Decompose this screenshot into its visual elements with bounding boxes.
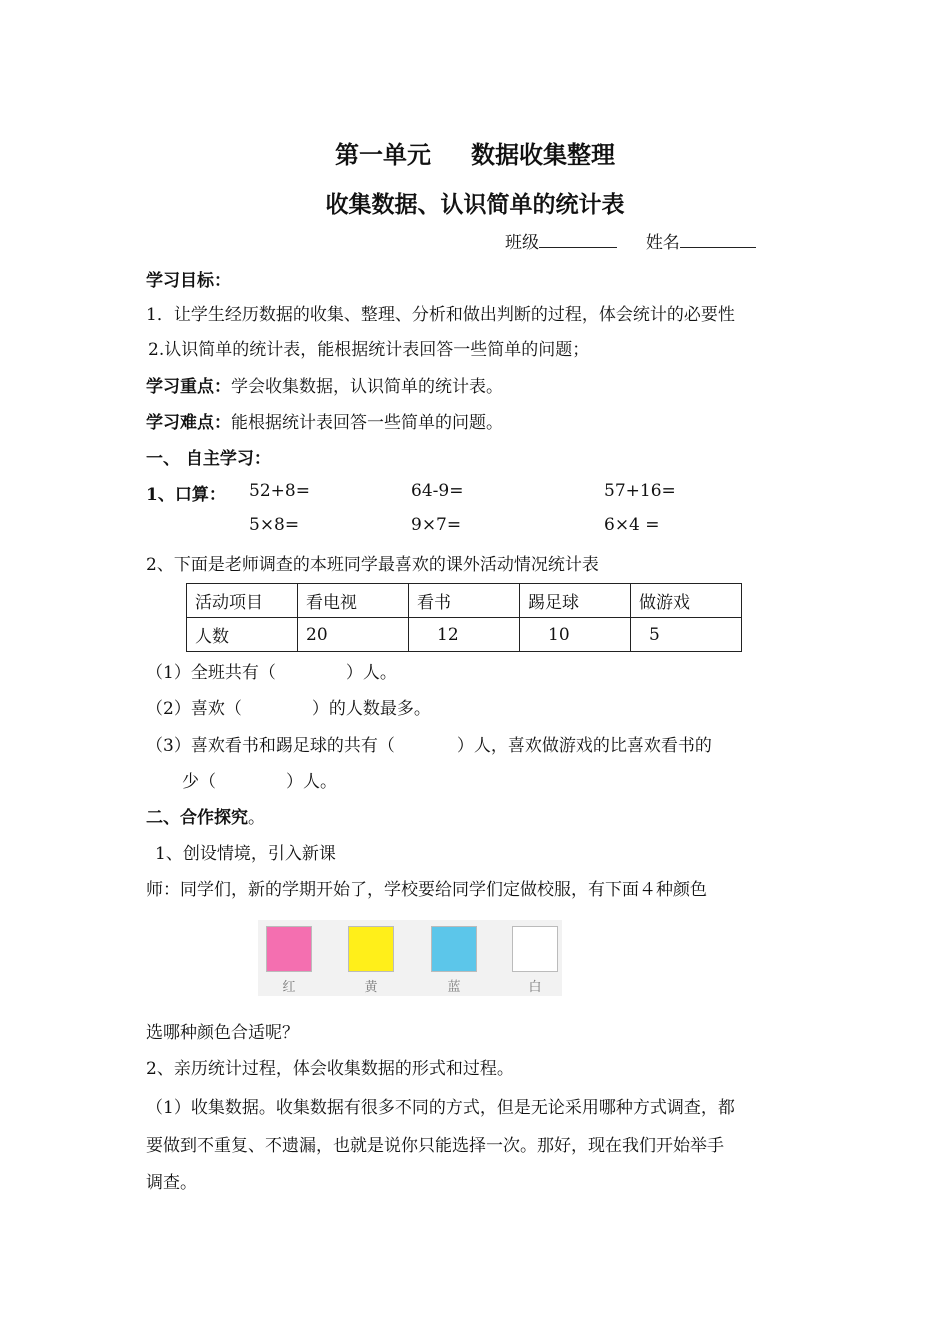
color-label: 红	[282, 980, 296, 995]
color-swatch-red[interactable]	[266, 926, 312, 972]
sub-question-3	[146, 731, 712, 756]
paragraph-line: 要做到不重复、不遗漏，也就是说你只能选择一次。那好，现在我们开始举手	[146, 1136, 724, 1156]
sub-question-text: ）人，喜欢做游戏的比喜欢看书的	[456, 736, 712, 756]
difficulty	[146, 408, 503, 433]
section2-heading-text: 二、合作探究	[146, 808, 248, 828]
section2-heading-tail: 。	[248, 808, 265, 828]
unit-title-number: 第一单元	[335, 141, 431, 169]
table-header-row	[187, 584, 742, 618]
sub-question-text: （1）全班共有（	[146, 663, 276, 683]
color-label: 黄	[364, 980, 378, 995]
difficulty-label: 学习难点：	[146, 413, 231, 433]
oral-item: 5×8=	[249, 515, 300, 535]
oral-item: 64-9=	[411, 481, 464, 501]
question-2: 2、下面是老师调查的本班同学最喜欢的课外活动情况统计表	[146, 555, 599, 575]
uniform-color-options	[258, 920, 562, 996]
section1-heading: 一、 自主学习：	[146, 449, 271, 469]
table-row-label: 人数	[187, 618, 298, 652]
paragraph-line: 调查。	[146, 1173, 197, 1193]
color-label: 蓝	[447, 980, 461, 995]
oral-item: 6×4 =	[604, 515, 660, 535]
class-label: 班级	[505, 233, 539, 253]
section2-heading	[146, 803, 265, 828]
color-label: 白	[528, 980, 542, 995]
sub-question-text: （2）喜欢（	[146, 699, 242, 719]
table-row	[187, 618, 742, 652]
table-cell: 5	[631, 618, 742, 652]
sub-question-text: （3）喜欢看书和踢足球的共有（	[146, 736, 395, 756]
color-swatch-yellow[interactable]	[348, 926, 394, 972]
goal-item-1: 1．让学生经历数据的收集、整理、分析和做出判断的过程，体会统计的必要性	[146, 305, 735, 325]
name-blank[interactable]	[680, 233, 756, 248]
oral-item: 9×7=	[411, 515, 462, 535]
class-blank[interactable]	[539, 233, 617, 248]
student-info	[505, 228, 756, 253]
sub-question-2	[146, 694, 431, 719]
unit-title-topic: 数据收集整理	[471, 141, 615, 169]
activity-stats-table	[186, 583, 742, 652]
step-1: 1、创设情境，引入新课	[155, 844, 336, 864]
step-2: 2、亲历统计过程，体会收集数据的形式和过程。	[146, 1059, 514, 1079]
color-question: 选哪种颜色合适呢？	[146, 1023, 299, 1043]
key-point	[146, 372, 503, 397]
oral-calc-label: 1、口算：	[146, 485, 226, 505]
table-cell: 12	[409, 618, 520, 652]
table-header-cell: 踢足球	[520, 584, 631, 618]
sub-question-text: 少（	[182, 772, 216, 792]
table-cell: 20	[298, 618, 409, 652]
sub-question-text: ）的人数最多。	[311, 699, 431, 719]
color-swatch-white[interactable]	[512, 926, 558, 972]
sub-question-text: ）人。	[345, 663, 397, 683]
lesson-title: 收集数据、认识简单的统计表	[325, 192, 625, 218]
goal-item-2: 2.认识简单的统计表，能根据统计表回答一些简单的问题；	[148, 340, 590, 360]
teacher-line: 师：同学们，新的学期开始了，学校要给同学们定做校服，有下面４种颜色	[146, 880, 707, 900]
oral-item: 52+8=	[249, 481, 310, 501]
table-header-cell: 活动项目	[187, 584, 298, 618]
key-point-text: 学会收集数据，认识简单的统计表。	[231, 377, 503, 397]
table-header-cell: 看电视	[298, 584, 409, 618]
oral-item: 57+16=	[604, 481, 676, 501]
name-label: 姓名	[645, 233, 680, 253]
sub-question-1	[146, 658, 397, 683]
table-header-cell: 看书	[409, 584, 520, 618]
difficulty-text: 能根据统计表回答一些简单的问题。	[231, 413, 503, 433]
key-point-label: 学习重点：	[146, 377, 231, 397]
unit-title	[0, 135, 950, 170]
paragraph-line: （1）收集数据。收集数据有很多不同的方式，但是无论采用哪种方式调查，都	[146, 1098, 735, 1118]
table-cell: 10	[520, 618, 631, 652]
color-swatch-blue[interactable]	[431, 926, 477, 972]
table-header-cell: 做游戏	[631, 584, 742, 618]
sub-question-3-cont	[182, 767, 337, 792]
sub-question-text: ）人。	[286, 772, 337, 792]
goals-heading: 学习目标：	[146, 271, 231, 291]
